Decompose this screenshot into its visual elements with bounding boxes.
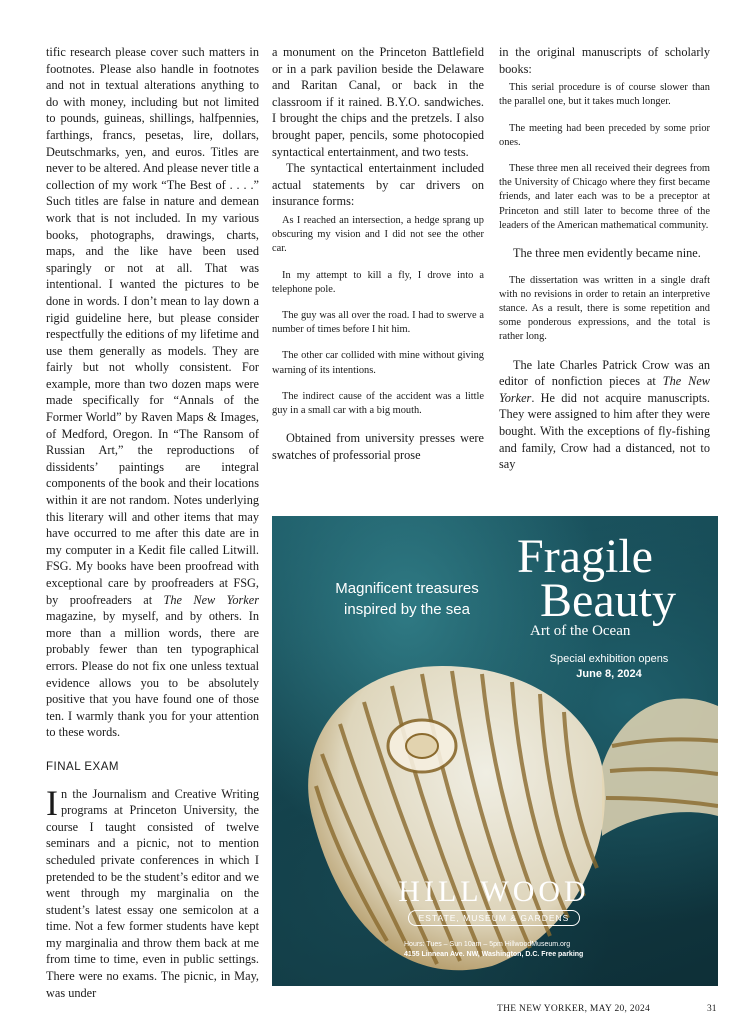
- column-2: [272, 44, 484, 463]
- paragraph: Obtained from university presses were swatches of professorial prose: [272, 431, 484, 462]
- quote: In my attempt to kill a fly, I drove into a telephone pole.: [272, 269, 484, 295]
- footer-publication: THE NEW YORKER, MAY 20, 2024: [497, 1004, 651, 1014]
- ad-hours-info: Hours: Tues – Sun 10am – 5pm HillwoodMuseum.org 4155 Linnean Ave. NW, Washington, D.C. Free parking: [404, 941, 584, 958]
- paragraph: In the Journalism and Creative Writing programs at Princeton University, the course I taught consisted of twelve seminars and a picnic, not to mention scheduled private conferences in which I pretended to be the student’s editor and we went through my marginalia on the student’s latest essay one semicolon at a time. Not a few former students have kept my marginalia and throw them back at me from time to time, even in public settings. There were no exams. The picnic, in May, was under: [46, 782, 259, 1000]
- quote: The meeting had been preceded by some prior ones.: [499, 122, 710, 148]
- paragraph: The late Charles Patrick Crow was an editor of nonfiction pieces at The New Yorker. He did not acquire manuscripts. They were assigned to him after they were bought. With the exceptions of fly-fishing and family, Crow had a distanced, not to say: [499, 357, 710, 472]
- column-1: [46, 44, 259, 1001]
- page-number: 31: [707, 1004, 717, 1014]
- paragraph: The syntactical entertainment included actual statements by car drivers on insurance forms:: [272, 161, 484, 209]
- ad-title-line-2: Beauty: [540, 574, 676, 627]
- quote: This serial procedure is of course slower than the parallel one, but it takes much longer.: [499, 82, 710, 108]
- column-3: [499, 44, 710, 473]
- advertisement[interactable]: [272, 516, 718, 986]
- quote: The guy was all over the road. I had to swerve a number of times before I hit him.: [272, 309, 484, 336]
- paragraph: in the original manuscripts of scholarly books:: [499, 45, 710, 76]
- drop-cap: I: [46, 782, 58, 823]
- hillwood-logo: HILLWOOD ESTATE, MUSEUM & GARDENS: [384, 876, 604, 926]
- quote: These three men all received their degrees from the University of Chicago where they first became friends, and later each was to be a preceptor at Princeton and still later to become three of the leaders of the American mathematical community.: [499, 163, 710, 231]
- quote: The indirect cause of the accident was a little guy in a small car with a big mouth.: [272, 390, 484, 416]
- quote: The other car collided with mine without giving warning of its intentions.: [272, 350, 484, 376]
- section-heading: FINAL EXAM: [46, 760, 119, 773]
- paragraph: a monument on the Princeton Battlefield or in a park pavilion beside the Delaware and Raritan Canal, or back in the classroom if it rained. B.Y.O. sandwiches. I brought the chips and the pretzels. I also brought paper, pencils, some photocopied syntactical entertainment, and two tests.: [272, 45, 484, 159]
- paragraph: The three men evidently became nine.: [513, 246, 701, 261]
- quote: As I reached an intersection, a hedge sprang up obscuring my vision and I did not see the other car.: [272, 214, 484, 255]
- ad-subtitle: Art of the Ocean: [530, 623, 631, 639]
- ad-title-line-1: Fragile: [517, 530, 653, 583]
- ad-tagline: Magnificent treasures inspired by the sea: [335, 580, 479, 618]
- quote: The dissertation was written in a single draft with no revisions in order to retain an interpretive stance. As a result, there is some repetition and some ponderous expressions, and the total is rather long.: [499, 274, 710, 343]
- ad-exhibit-info: Special exhibition opens June 8, 2024: [549, 653, 669, 680]
- paragraph: tific research please cover such matters in footnotes. Please also handle in footnotes and not in textual alterations anything to do with money, including but not limited to pounds, guineas, shillings, halfpennies, farthings, francs, pesetas, lire, dollars, Deutschmarks, yen, and euros. Titles are never to be altered. And please never title a collection of my work “The Best of . . . .” Such titles are false in nature and demean work that is not included. In my various books, photographs, drawings, charts, maps, and the like have been used sparingly or not at all. That was intentional. I wanted the pictures to be done in words. I don’t mean to lay down a rigid guideline here, but please consider respectfully the editions of my lifetime and use them generally as models. They are fairly but not wholly consistent. For example, more than two dozen maps were made specifically for “Annals of the Former World” by Raven Maps & Images, of Medford, Oregon. In “The Ransom of Russian Art,” the reproductions of dissidents’ paintings are integral components of the book and their locations within it are not random. Notes underlying this literary will and other items that may have occurred to me after this date are in my computer in a Kedit file called Litwill. FSG. My books have been proofread with exceptional care by proofreaders at FSG, by proofreaders at The New Yorker magazine, by myself, and by others. In more than a million words, there are probably fewer than ten typographical errors. Please do not fix one unless textual evidence allows you to be absolutely positive that you have found one of those ten. I warmly thank you for your attention to these words.: [46, 45, 259, 740]
